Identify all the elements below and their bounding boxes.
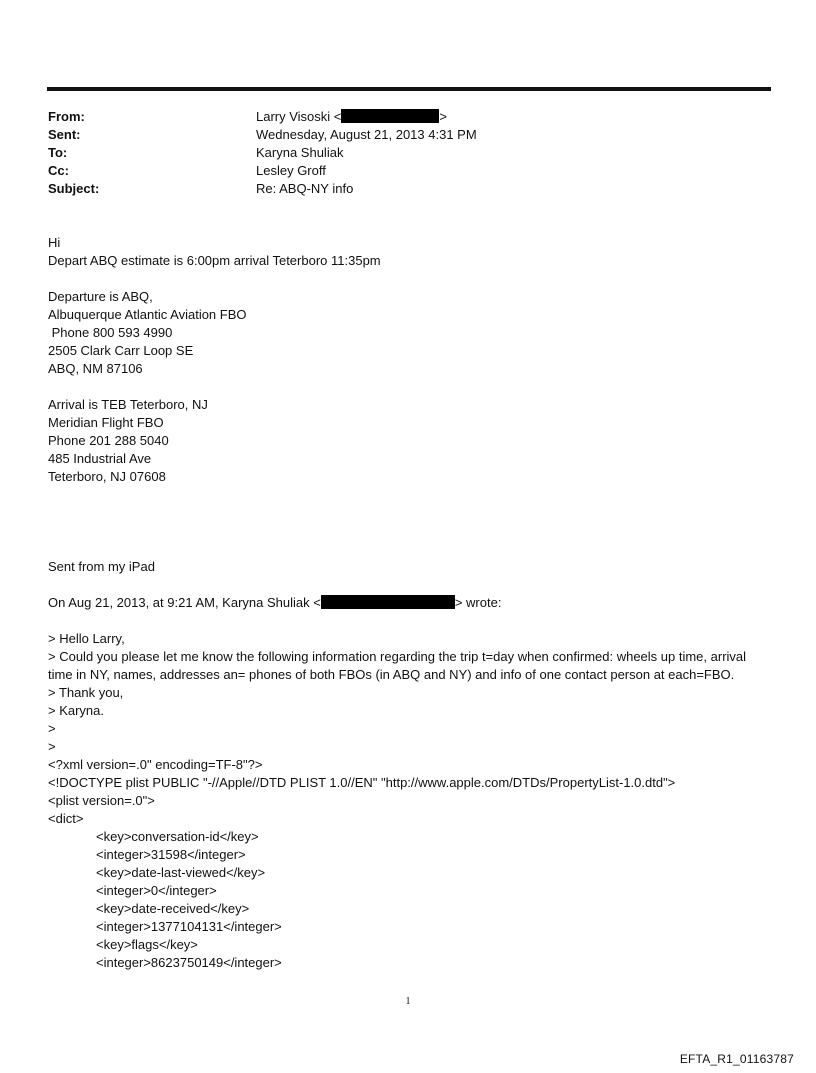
- dict-line: <key>date-received</key>: [96, 901, 250, 916]
- quote-intro-end: > wrote:: [454, 595, 502, 610]
- quoted-line: >: [48, 739, 56, 754]
- from-label: From:: [48, 109, 85, 124]
- redaction-box: [341, 109, 439, 123]
- departure-line: Phone 800 593 4990: [48, 325, 173, 340]
- from-name: Larry Visoski <: [256, 109, 342, 124]
- arrival-line: Meridian Flight FBO: [48, 415, 164, 430]
- document-id: EFTA_R1_01163787: [679, 1052, 794, 1066]
- departure-line: Departure is ABQ,: [48, 289, 153, 304]
- arrival-line: Teterboro, NJ 07608: [48, 469, 166, 484]
- quoted-line: > Karyna.: [48, 703, 105, 718]
- cc-value: Lesley Groff: [256, 163, 326, 178]
- email-body: [48, 234, 748, 972]
- cc-label: Cc:: [48, 163, 69, 178]
- dict-line: <key>date-last-viewed</key>: [96, 865, 266, 880]
- greeting: Hi: [48, 235, 61, 250]
- dict-line: <key>conversation-id</key>: [96, 829, 259, 844]
- signature: Sent from my iPad: [48, 559, 155, 574]
- quote-intro: [48, 594, 748, 612]
- dict-line: <integer>0</integer>: [96, 883, 217, 898]
- quote-intro-start: On Aug 21, 2013, at 9:21 AM, Karyna Shuliak <: [48, 595, 321, 610]
- arrival-line: Arrival is TEB Teterboro, NJ: [48, 397, 208, 412]
- from-value: [256, 108, 447, 126]
- subject-label: Subject:: [48, 181, 100, 196]
- xml-declaration: <?xml version=.0" encoding=TF-8"?>: [48, 757, 263, 772]
- subject-value: Re: ABQ-NY info: [256, 181, 354, 196]
- arrival-line: 485 Industrial Ave: [48, 451, 152, 466]
- dict-open: <dict>: [48, 811, 84, 826]
- from-end: >: [439, 109, 447, 124]
- to-label: To:: [48, 145, 68, 160]
- doctype-line: <!DOCTYPE plist PUBLIC "-//Apple//DTD PLIST 1.0//EN" "http://www.apple.com/DTDs/PropertyList-1.0.dtd">: [48, 775, 676, 790]
- dict-line: <integer>1377104131</integer>: [96, 919, 282, 934]
- departure-line: 2505 Clark Carr Loop SE: [48, 343, 194, 358]
- quoted-line: > Hello Larry,: [48, 631, 125, 646]
- quoted-request: > Could you please let me know the following information regarding the trip t=day when confirmed: wheels up time, arrival time in NY, names, addresses an= phones of both FBOs (in ABQ and NY) and info of one contact person at each=FBO.: [48, 649, 747, 682]
- dict-line: <key>flags</key>: [96, 937, 198, 952]
- sent-value: Wednesday, August 21, 2013 4:31 PM: [256, 127, 477, 142]
- arrival-line: Phone 201 288 5040: [48, 433, 169, 448]
- dict-line: <integer>31598</integer>: [96, 847, 246, 862]
- quoted-line: > Thank you,: [48, 685, 124, 700]
- header-rule: [47, 87, 771, 91]
- quoted-line: >: [48, 721, 56, 736]
- dict-line: <integer>8623750149</integer>: [96, 955, 282, 970]
- page-number: 1: [405, 996, 411, 1007]
- plist-open: <plist version=.0">: [48, 793, 155, 808]
- redaction-box: [321, 595, 455, 609]
- to-value: Karyna Shuliak: [256, 145, 344, 160]
- estimate-line: Depart ABQ estimate is 6:00pm arrival Teterboro 11:35pm: [48, 253, 381, 268]
- departure-line: ABQ, NM 87106: [48, 361, 143, 376]
- sent-label: Sent:: [48, 127, 81, 142]
- departure-line: Albuquerque Atlantic Aviation FBO: [48, 307, 247, 322]
